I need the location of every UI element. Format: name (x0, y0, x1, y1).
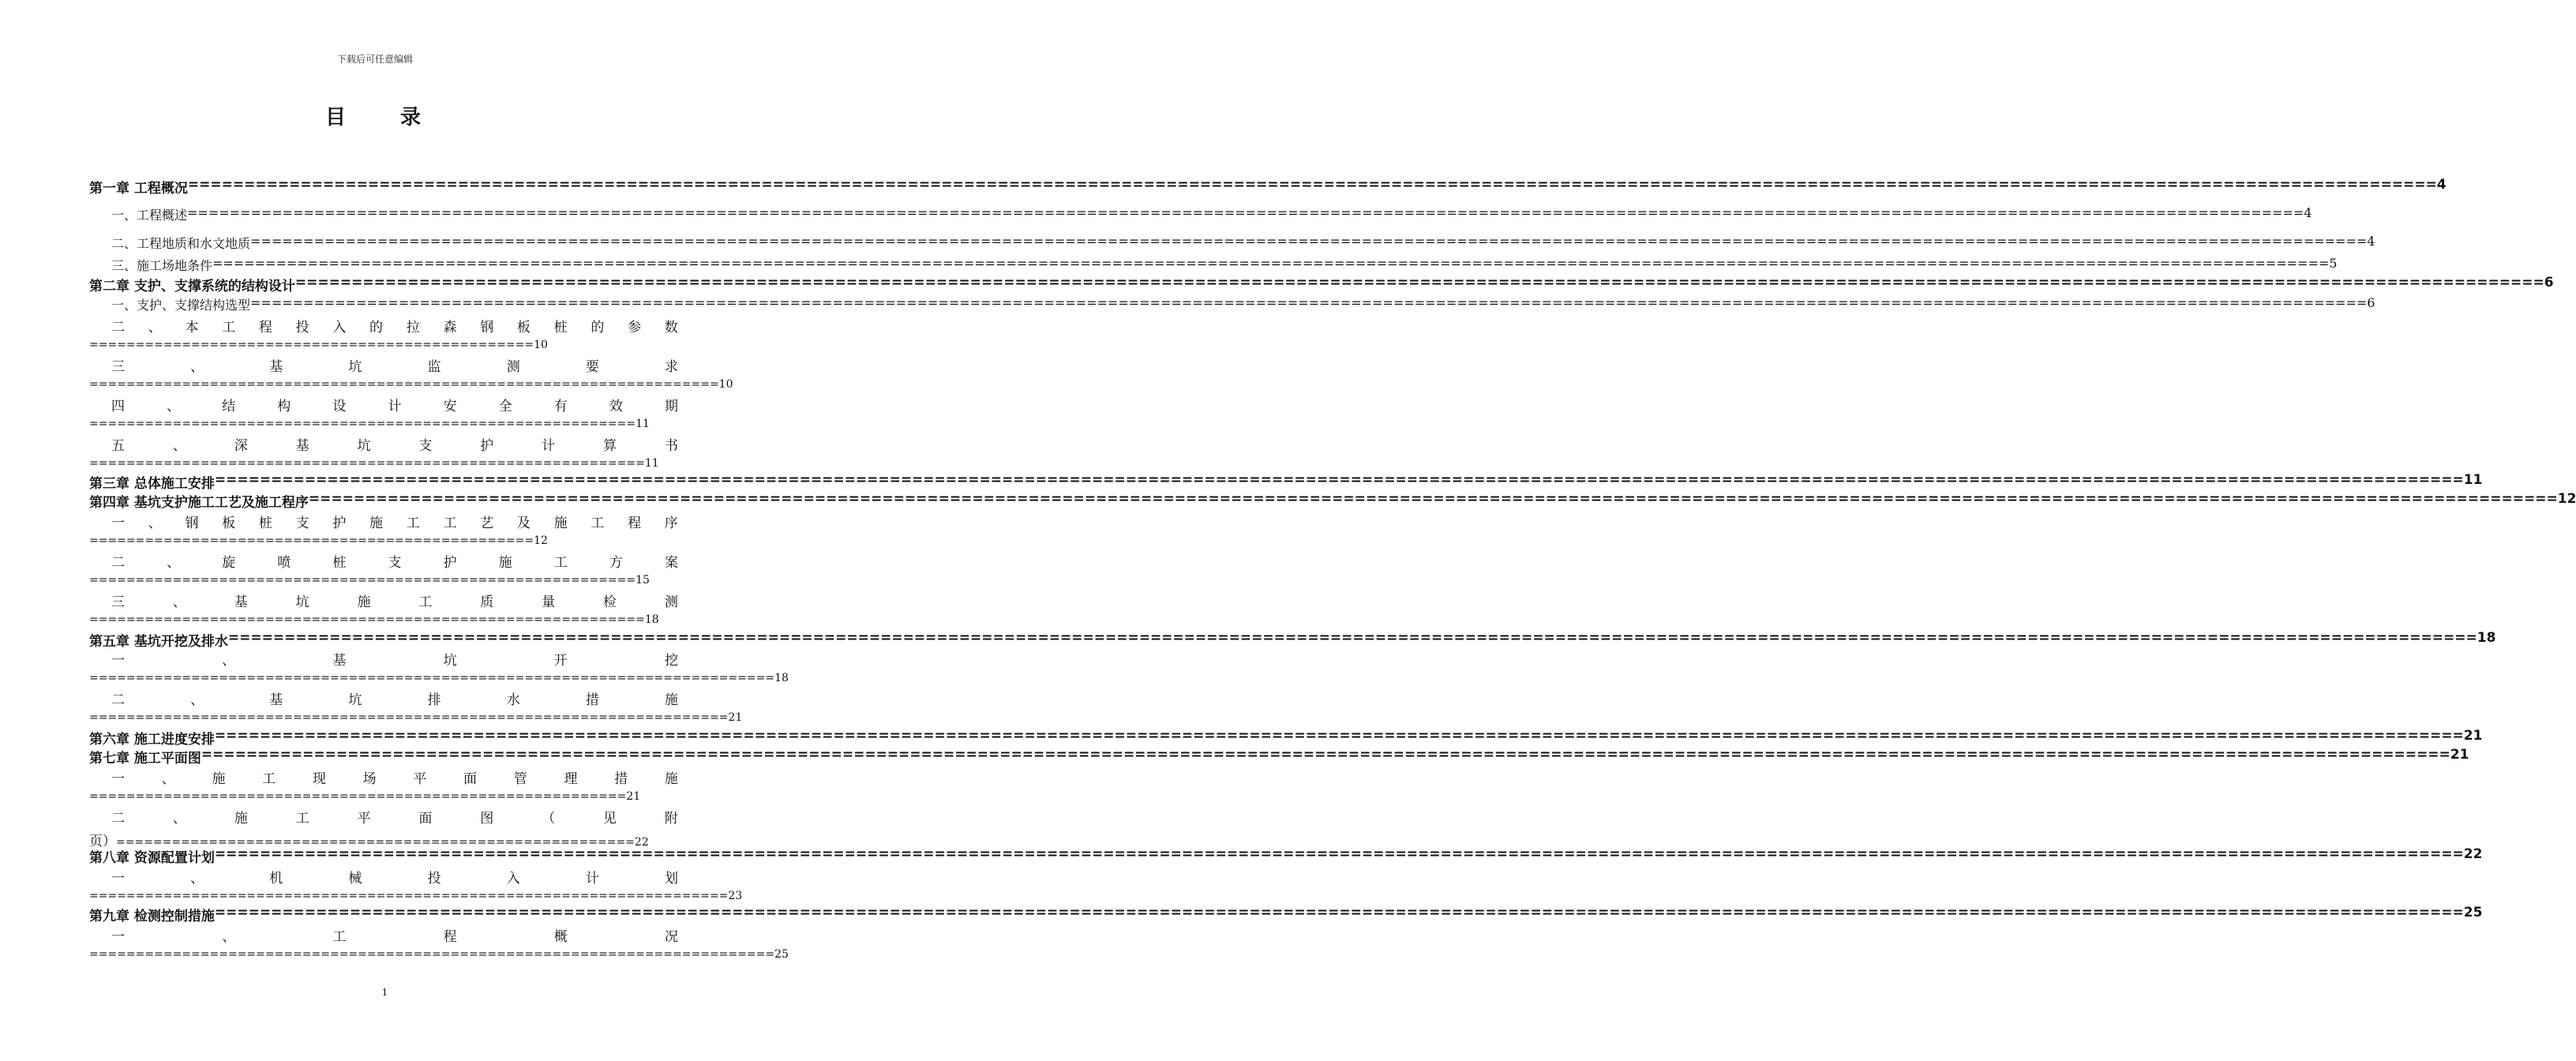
toc-entry[interactable] (89, 395, 678, 430)
toc-entry-title: 一 、 工 程 概 况 (111, 929, 678, 945)
toc-entry-title: 二 、 施 工 平 面 图 （ 见 附 (111, 811, 678, 827)
toc-page-number: 21 (626, 790, 641, 803)
toc-page-number: 12 (2557, 491, 2576, 507)
toc-entry-title: 二 、 旋 喷 桩 支 护 施 工 方 案 (111, 555, 678, 571)
toc-entry-title-tail: 页） (89, 834, 116, 849)
toc-entry[interactable] (89, 512, 678, 547)
toc-entry-title: 三 、 基 坑 监 测 要 求 (111, 359, 678, 375)
toc-leader: ============================================================18 (89, 613, 659, 626)
toc-page-number: 6 (2544, 275, 2554, 291)
toc-entry[interactable] (89, 846, 2483, 866)
toc-page-number: 25 (774, 948, 789, 961)
toc-leader: ======================================================================================================================================================================================================== (294, 275, 2544, 291)
toc-page-number: 5 (2329, 256, 2338, 271)
page-number: 1 (381, 987, 388, 998)
toc-page-number: 10 (718, 378, 733, 391)
toc-page-number: 18 (2477, 630, 2496, 646)
toc-leader: ==========================================================21 (89, 790, 641, 803)
toc-entry[interactable] (89, 649, 789, 684)
page-title: 目 录 (324, 106, 445, 129)
toc-leader: ======================================================================================================================================================================================================== (201, 747, 2450, 763)
toc-page-number: 21 (2450, 747, 2469, 763)
toc-page-number: 21 (728, 711, 743, 724)
toc-leader: ==========================================================================25 (89, 948, 789, 961)
toc-leader: ============================================================11 (89, 457, 659, 470)
toc-entry-title: 一 、 施 工 现 场 平 面 管 理 措 施 (111, 771, 678, 787)
toc-page-number: 6 (2367, 295, 2375, 310)
toc-entry[interactable] (89, 234, 2375, 252)
toc-entry[interactable] (89, 275, 2554, 294)
toc-entry[interactable] (89, 590, 678, 626)
toc-page-number: 18 (644, 613, 659, 626)
toc-leader: =====================================================================23 (89, 890, 743, 902)
toc-page-number: 10 (534, 339, 548, 351)
toc-page-number: 4 (2304, 205, 2312, 220)
toc-entry-title: 二 、 本 工 程 投 入 的 拉 森 钢 板 桩 的 参 数 (111, 320, 678, 336)
toc-page-number: 18 (774, 672, 789, 684)
toc-leader: ================================================10 (89, 339, 548, 351)
toc-leader: ======================================================================================================================================================================================================== (250, 295, 2368, 310)
toc-entry-title: 一 、 基 坑 开 挖 (111, 653, 678, 669)
toc-entry-title: 二 、 基 坑 排 水 措 施 (111, 692, 678, 708)
toc-entry-title: 五 、 深 基 坑 支 护 计 算 书 (111, 438, 678, 454)
toc-leader: ======================================================================================================================================================================================================== (214, 905, 2464, 920)
toc-entry[interactable] (89, 256, 2338, 274)
toc-entry[interactable] (89, 767, 678, 803)
toc-leader: ================================================12 (89, 534, 548, 547)
toc-entry-title: 第一章 工程概况 (89, 181, 188, 197)
toc-entry[interactable] (89, 355, 733, 391)
toc-entry[interactable] (89, 728, 2483, 748)
page-header: 下载后可任意编辑 (336, 54, 413, 65)
toc-leader: ======================================================================================================================================================================================================== (187, 177, 2437, 193)
toc-entry[interactable] (89, 688, 743, 724)
toc-entry[interactable] (89, 177, 2447, 197)
toc-entry-title: 第三章 总体施工安排 (89, 476, 215, 492)
toc-leader: ======================================================================================================================================================================================================== (250, 234, 2368, 249)
toc-page-number: 21 (2463, 728, 2483, 744)
toc-entry-title: 一、工程概述 (111, 208, 188, 223)
toc-entry[interactable] (89, 205, 2312, 223)
toc-page-number: 15 (636, 574, 650, 587)
toc-entry[interactable] (89, 434, 678, 470)
toc-page-number: 22 (2463, 846, 2483, 862)
toc-leader: ======================================================================================================================================================================================================== (187, 205, 2304, 220)
toc-leader: 页）========================================================22 (89, 834, 649, 849)
toc-entry-title: 第二章 支护、支撑系统的结构设计 (89, 279, 295, 294)
toc-leader: =====================================================================21 (89, 711, 743, 724)
toc-entry[interactable] (89, 747, 2469, 767)
toc-entry-title: 第八章 资源配置计划 (89, 850, 215, 866)
toc-entry[interactable] (89, 807, 678, 849)
toc-entry-title: 第四章 基坑支护施工工艺及施工程序 (89, 495, 309, 511)
toc-leader: ======================================================================================================================================================================================================== (212, 256, 2330, 271)
toc-entry-title: 第七章 施工平面图 (89, 751, 201, 767)
toc-leader: ==========================================================================18 (89, 672, 789, 684)
toc-page-number: 22 (634, 836, 649, 849)
toc-page-number: 23 (728, 890, 743, 902)
toc-page-number: 25 (2463, 905, 2483, 920)
toc-entry-title: 三 、 基 坑 施 工 质 量 检 测 (111, 594, 678, 610)
toc-entry-title: 第九章 检测控制措施 (89, 909, 215, 924)
toc-entry[interactable] (89, 925, 789, 961)
toc-leader: ======================================================================================================================================================================================================== (308, 491, 2558, 507)
toc-entry-title: 四 、 结 构 设 计 安 全 有 效 期 (111, 399, 678, 414)
toc-entry[interactable] (89, 867, 743, 902)
toc-entry[interactable] (89, 491, 2576, 511)
toc-entry[interactable] (89, 472, 2483, 492)
toc-entry[interactable] (89, 316, 678, 351)
toc-entry[interactable] (89, 630, 2496, 650)
toc-page-number: 12 (534, 534, 548, 547)
toc-leader: ======================================================================================================================================================================================================== (214, 728, 2464, 744)
toc-page-number: 11 (2463, 472, 2483, 488)
toc-page-number: 4 (2367, 234, 2375, 249)
toc-entry-title: 一 、 机 械 投 入 计 划 (111, 871, 678, 887)
toc-leader: ====================================================================10 (89, 378, 733, 391)
toc-entry-title: 第六章 施工进度安排 (89, 732, 215, 748)
toc-leader: ===========================================================11 (89, 418, 650, 430)
toc-page-number: 11 (636, 418, 650, 430)
toc-entry-title: 一、支护、支撑结构选型 (111, 298, 251, 313)
toc-entry-title: 三、施工场地条件 (111, 258, 213, 273)
toc-leader: ======================================================================================================================================================================================================== (214, 472, 2464, 488)
toc-page-number: 4 (2436, 177, 2447, 193)
toc-page-number: 11 (644, 457, 659, 470)
toc-leader: ======================================================================================================================================================================================================== (227, 630, 2477, 646)
toc-entry-title: 二、工程地质和水文地质 (111, 236, 251, 251)
toc-entry[interactable] (89, 905, 2483, 924)
toc-entry[interactable] (89, 295, 2375, 313)
toc-entry[interactable] (89, 551, 678, 587)
toc-leader: ===========================================================15 (89, 574, 650, 587)
toc-entry-title: 一 、 钢 板 桩 支 护 施 工 工 艺 及 施 工 程 序 (111, 516, 678, 531)
toc-leader: ======================================================================================================================================================================================================== (214, 846, 2464, 862)
toc-entry-title: 第五章 基坑开挖及排水 (89, 634, 228, 650)
